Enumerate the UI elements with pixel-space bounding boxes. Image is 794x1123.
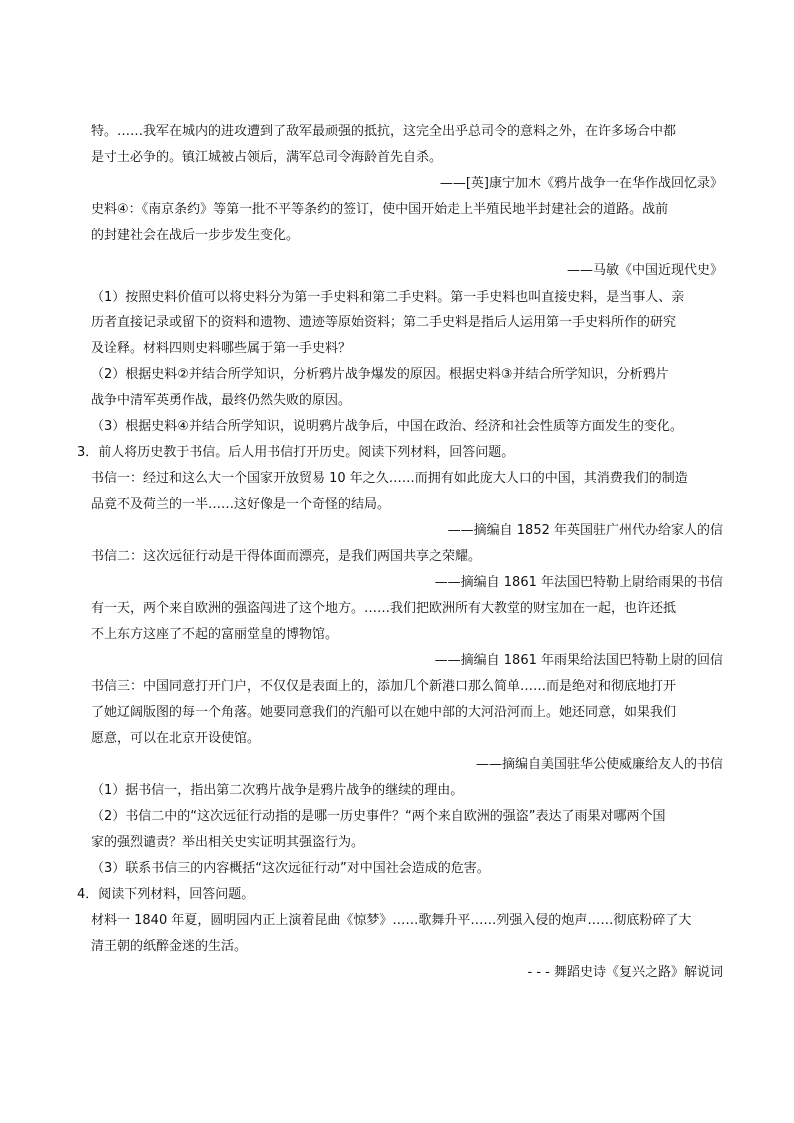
- text-line: 品竟不及荷兰的一半……这好像是一个奇怪的结局。: [91, 497, 391, 512]
- text-line: 有一天，两个来自欧洲的强盗闯进了这个地方。……我们把欧洲所有大教堂的财宝加在一起，也许还抵: [91, 601, 677, 616]
- question-text: （1）据书信一，指出第二次鸦片战争是鸦片战争的继续的理由。: [91, 783, 464, 798]
- question-text: 家的强烈谴责？举出相关史实证明其强盗行为。: [91, 835, 365, 850]
- text-line: 清王朝的纸醉金迷的生活。: [91, 939, 248, 954]
- text-line: 是寸土必争的。镇江城被占领后，满军总司令海龄首先自杀。: [91, 150, 443, 165]
- source-citation: ——摘编自美国驻华公使威廉给友人的书信: [475, 757, 723, 772]
- question-text: 战争中清军英勇作战，最终仍然失败的原因。: [91, 393, 352, 408]
- question-text: 历者直接记录或留下的资料和遗物、遗迹等原始资料；第二手史料是指后人运用第一手史料所作的研究: [91, 315, 677, 330]
- text-line: 书信三：中国同意打开门户，不仅仅是表面上的，添加几个新港口那么简单……而是绝对和彻底地打开: [91, 679, 677, 694]
- text-line: 书信一：经过和这么大一个国家开放贸易 10 年之久……而拥有如此庞大人口的中国，其消费我们的制造: [91, 471, 688, 486]
- text-line: 特。……我军在城内的进攻遭到了敌军最顽强的抵抗，这完全出乎总司令的意料之外，在许多场合中都: [91, 124, 677, 139]
- question-text: 及诠释。材料四则史料哪些属于第一手史料？: [91, 341, 352, 356]
- question-text: （3）联系书信三的内容概括“这次远征行动”对中国社会造成的危害。: [91, 861, 490, 876]
- source-citation: ——摘编自 1861 年雨果给法国巴特勒上尉的回信: [434, 653, 723, 668]
- text-line: 愿意，可以在北京开设使馆。: [91, 731, 261, 746]
- question-text: （2）根据史料②并结合所学知识，分析鸦片战争爆发的原因。根据史料③并结合所学知识，分析鸦片: [91, 367, 669, 382]
- text-line: 了她辽阔版图的每一个角落。她要同意我们的汽船可以在她中部的大河沿河而上。她还同意，如果我们: [91, 705, 677, 720]
- question-heading: 4．阅读下列材料，回答问题。: [77, 887, 255, 902]
- text-line: 材料一 1840 年夏，圆明园内正上演着昆曲《惊梦》……歌舞升平……列强入侵的炮声……彻底粉碎了大: [91, 913, 692, 928]
- question-heading: 3．前人将历史教于书信。后人用书信打开历史。阅读下列材料，回答问题。: [77, 445, 515, 460]
- question-text: （2）书信二中的“这次远征行动指的是哪一历史事件？“两个来自欧洲的强盗”表达了雨果对哪两个国: [91, 809, 666, 824]
- source-citation: ——摘编自 1852 年英国驻广州代办给家人的信: [447, 523, 723, 538]
- source-citation: - - - 舞蹈史诗《复兴之路》解说词: [527, 965, 723, 980]
- text-line: 书信二：这次远征行动是干得体面而漂亮，是我们两国共享之荣耀。: [91, 549, 482, 564]
- source-citation: ——马敏《中国近现代史》: [566, 263, 723, 278]
- text-line: 不上东方这座了不起的富丽堂皇的博物馆。: [91, 627, 339, 642]
- source-citation: ——[英]康宁加木《鸦片战争一在华作战回忆录》: [439, 176, 723, 191]
- text-line: 的封建社会在战后一步步发生变化。: [91, 228, 300, 243]
- source-citation: ——摘编自 1861 年法国巴特勒上尉给雨果的书信: [434, 575, 723, 590]
- question-text: （3）根据史料④并结合所学知识，说明鸦片战争后，中国在政治、经济和社会性质等方面发生的变化。: [91, 419, 683, 434]
- question-text: （1）按照史料价值可以将史料分为第一手史料和第二手史料。第一手史料也叫直接史料，是当事人、亲: [91, 290, 685, 305]
- text-line: 史料④：《南京条约》等第一批不平等条约的签订，使中国开始走上半殖民地半封建社会的道路。战前: [91, 202, 669, 217]
